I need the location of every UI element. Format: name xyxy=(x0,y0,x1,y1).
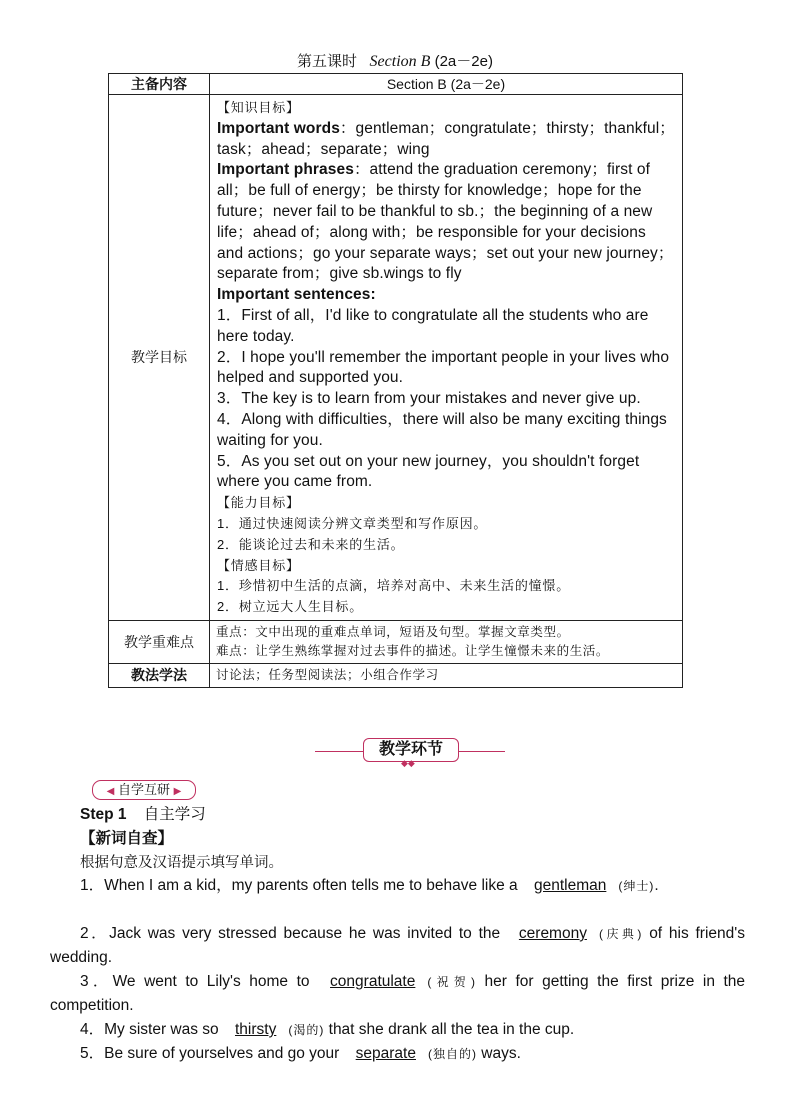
instruction: 根据句意及汉语提示填写单词。 xyxy=(80,855,283,871)
answer-blank: thirsty xyxy=(234,1021,277,1038)
key-points: 重点：文中出现的重难点单词，短语及句型。掌握文章类型。 xyxy=(216,624,570,639)
exercise-item: 5．Be sure of yourselves and go your separate (独自的) ways. xyxy=(50,1042,745,1066)
title-range: (2a－2e) xyxy=(434,53,493,70)
answer-blank: gentleman xyxy=(533,877,607,894)
answer-blank: ceremony xyxy=(518,925,587,942)
banner-ornament-icon: ◆◆ xyxy=(401,758,415,768)
key-content xyxy=(210,620,683,663)
goals-label: 教学目标 xyxy=(109,95,210,621)
sentence-item: 2．I hope you'll remember the important people in your lives who helped and supported you. xyxy=(217,348,670,387)
exercise-item: 3．We went to Lily's home to congratulate (祝贺) her for getting the first prize in the competition. xyxy=(50,970,745,1018)
sentence-item: 5．As you set out on your new journey，you shouldn't forget where you came from. xyxy=(217,452,640,491)
ability-item: 2．能谈论过去和未来的生活。 xyxy=(217,536,405,552)
key-label: 教学重难点 xyxy=(109,620,210,663)
title-prefix: 第五课时 xyxy=(297,53,358,70)
exercise-item: 1．When I am a kid，my parents often tells me to behave like a gentleman (绅士). xyxy=(50,874,745,898)
section-tag xyxy=(92,780,196,800)
answer-blank: congratulate xyxy=(330,973,416,990)
header-value: Section B (2a－2e) xyxy=(210,74,683,95)
answer-blank: separate xyxy=(355,1045,416,1062)
step-desc: 自主学习 xyxy=(143,806,206,823)
emotion-item: 1．珍惜初中生活的点滴，培养对高中、未来生活的憧憬。 xyxy=(217,578,571,594)
sentence-item: 3．The key is to learn from your mistakes and never give up. xyxy=(217,390,641,408)
banner-title: 教学环节 xyxy=(363,738,459,762)
emotion-head: 【情感目标】 xyxy=(217,557,300,573)
emotion-item: 2．树立远大人生目标。 xyxy=(217,599,364,615)
method-label: 教法学法 xyxy=(109,663,210,687)
step-name: Step 1 xyxy=(80,806,127,823)
table-row xyxy=(109,620,683,663)
section-banner xyxy=(315,738,505,768)
words-block xyxy=(217,119,676,161)
table-row xyxy=(109,95,683,621)
lesson-title xyxy=(0,50,790,71)
arrow-left-icon: ◀ xyxy=(106,786,115,797)
ability-item: 1．通过快速阅读分辨文章类型和写作原因。 xyxy=(217,515,488,531)
tag-label: 自学互研 xyxy=(117,782,170,797)
sentences-label: Important sentences: xyxy=(217,286,376,304)
ability-head: 【能力目标】 xyxy=(217,495,300,511)
exercise-item: 2．Jack was very stressed because he was invited to the ceremony (庆典) of his friend's wedding. xyxy=(50,922,745,970)
knowledge-head: 【知识目标】 xyxy=(217,100,300,115)
phrases-label: Important phrases xyxy=(217,161,354,179)
goals-content xyxy=(210,95,683,621)
phrases-block xyxy=(217,160,676,285)
header-label: 主备内容 xyxy=(109,74,210,95)
difficult-points: 难点：让学生熟练掌握对过去事件的描述。让学生憧憬未来的生活。 xyxy=(216,643,610,658)
step-heading xyxy=(80,803,775,827)
lesson-plan-table xyxy=(108,73,683,688)
sub-heading: 【新词自查】 xyxy=(80,830,174,847)
sentence-item: 4．Along with difficulties，there will also be many exciting things waiting for you. xyxy=(217,410,667,449)
sentence-item: 1．First of all，I'd like to congratulate all the students who are here today. xyxy=(217,306,649,345)
table-row xyxy=(109,74,683,95)
table-row xyxy=(109,663,683,687)
title-section: Section B xyxy=(369,53,431,70)
phrases-text: ：attend the graduation ceremony；first of all；be full of energy；be thirsty for knowledge；hope for the future；never fail to be thankful to sb.；the beginning of a new life；ahead of；along with；be responsible for your decisions and actions；go your separate ways；set out your new journey；separate from；give sb.wings to fly xyxy=(217,161,674,283)
arrow-right-icon: ▶ xyxy=(173,786,182,797)
words-text: ：gentleman；congratulate；thirsty；thankful；task；ahead；separate；wing xyxy=(217,119,675,158)
exercise-item: 4．My sister was so thirsty (渴的) that she drank all the tea in the cup. xyxy=(50,1018,745,1042)
words-label: Important words xyxy=(217,119,340,137)
method-content: 讨论法；任务型阅读法；小组合作学习 xyxy=(210,663,683,687)
